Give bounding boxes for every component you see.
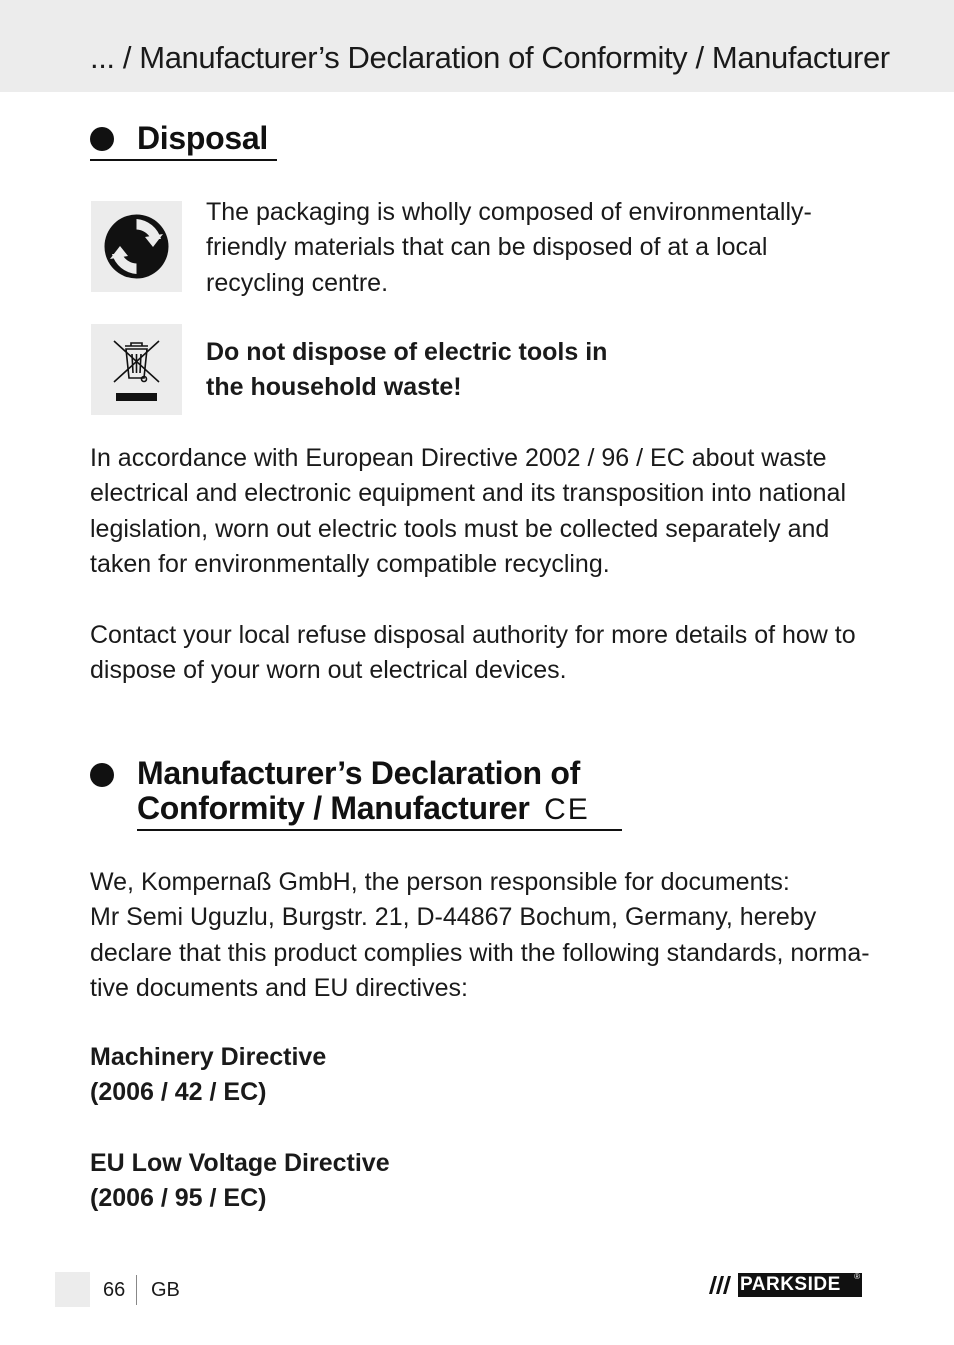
paragraph-line: In accordance with European Directive 2002 / 96 / EC about waste: [90, 444, 827, 472]
directive-low-voltage: [90, 1146, 880, 1217]
paragraph-line: electrical and electronic equipment and its transposition into national: [90, 479, 847, 508]
paragraph-line: taken for environmentally compatible recycling.: [90, 549, 610, 578]
paragraph-line: tive documents and EU directives:: [90, 973, 468, 1002]
declaration-heading-line1: Manufacturer’s Declaration of: [137, 755, 580, 791]
page-header-title: ... / Manufacturer’s Declaration of Conformity / Manufacturer: [90, 40, 890, 75]
disposal-contact-paragraph: [90, 618, 880, 689]
ce-mark-icon: CE: [544, 793, 590, 826]
recycling-icon-box: [91, 201, 182, 292]
footer-divider: [136, 1275, 137, 1305]
directive-code: (2006 / 42 / EC): [90, 1078, 267, 1107]
directive-name: EU Low Voltage Directive: [90, 1149, 390, 1177]
paragraph-line: Mr Semi Uguzlu, Burgstr. 21, D-44867 Bochum, Germany, hereby: [90, 903, 817, 932]
weee-warning-line: Do not dispose of electric tools in: [206, 338, 608, 366]
declaration-heading-underline: [137, 829, 622, 831]
weee-warning-line: the household waste!: [206, 373, 462, 402]
directive-machinery: [90, 1040, 880, 1111]
declaration-paragraph: [90, 865, 880, 1006]
language-code: GB: [151, 1279, 180, 1301]
paragraph-line: dispose of your worn out electrical devices.: [90, 656, 567, 685]
paragraph-line: We, Kompernaß GmbH, the person responsible for documents:: [90, 868, 790, 896]
declaration-heading-line2: [137, 791, 590, 827]
declaration-bullet: [90, 763, 114, 787]
brand-name: PARKSIDE: [740, 1274, 841, 1295]
declaration-heading-text: Conformity / Manufacturer: [137, 790, 530, 826]
recycling-text-line: The packaging is wholly composed of environmentally-: [206, 198, 812, 226]
paragraph-line: Contact your local refuse disposal authority for more details of how to: [90, 621, 856, 649]
brand-registered-mark: ®: [854, 1272, 860, 1281]
crossed-out-wheelie-bin-icon: [91, 324, 182, 415]
weee-warning-text: [206, 335, 806, 406]
directive-code: (2006 / 95 / EC): [90, 1184, 267, 1213]
brand-slashes-icon: [704, 1273, 738, 1297]
recycling-text-line: friendly materials that can be disposed of at a local: [206, 233, 768, 262]
disposal-heading: Disposal: [137, 120, 268, 156]
parkside-logo: [704, 1273, 862, 1297]
paragraph-line: legislation, worn out electric tools must be collected separately and: [90, 514, 830, 543]
disposal-heading-underline: [90, 159, 277, 161]
disposal-directive-paragraph: [90, 441, 880, 582]
weee-icon-box: [91, 324, 182, 415]
paragraph-line: declare that this product complies with the following standards, norma-: [90, 938, 870, 967]
page-number: 66: [103, 1279, 126, 1301]
recycling-text-line: recycling centre.: [206, 268, 389, 297]
recycling-text: [206, 195, 886, 301]
green-dot-recycling-icon: [91, 201, 182, 292]
disposal-bullet: [90, 127, 114, 151]
footer-box: [55, 1272, 90, 1307]
directive-name: Machinery Directive: [90, 1043, 327, 1071]
